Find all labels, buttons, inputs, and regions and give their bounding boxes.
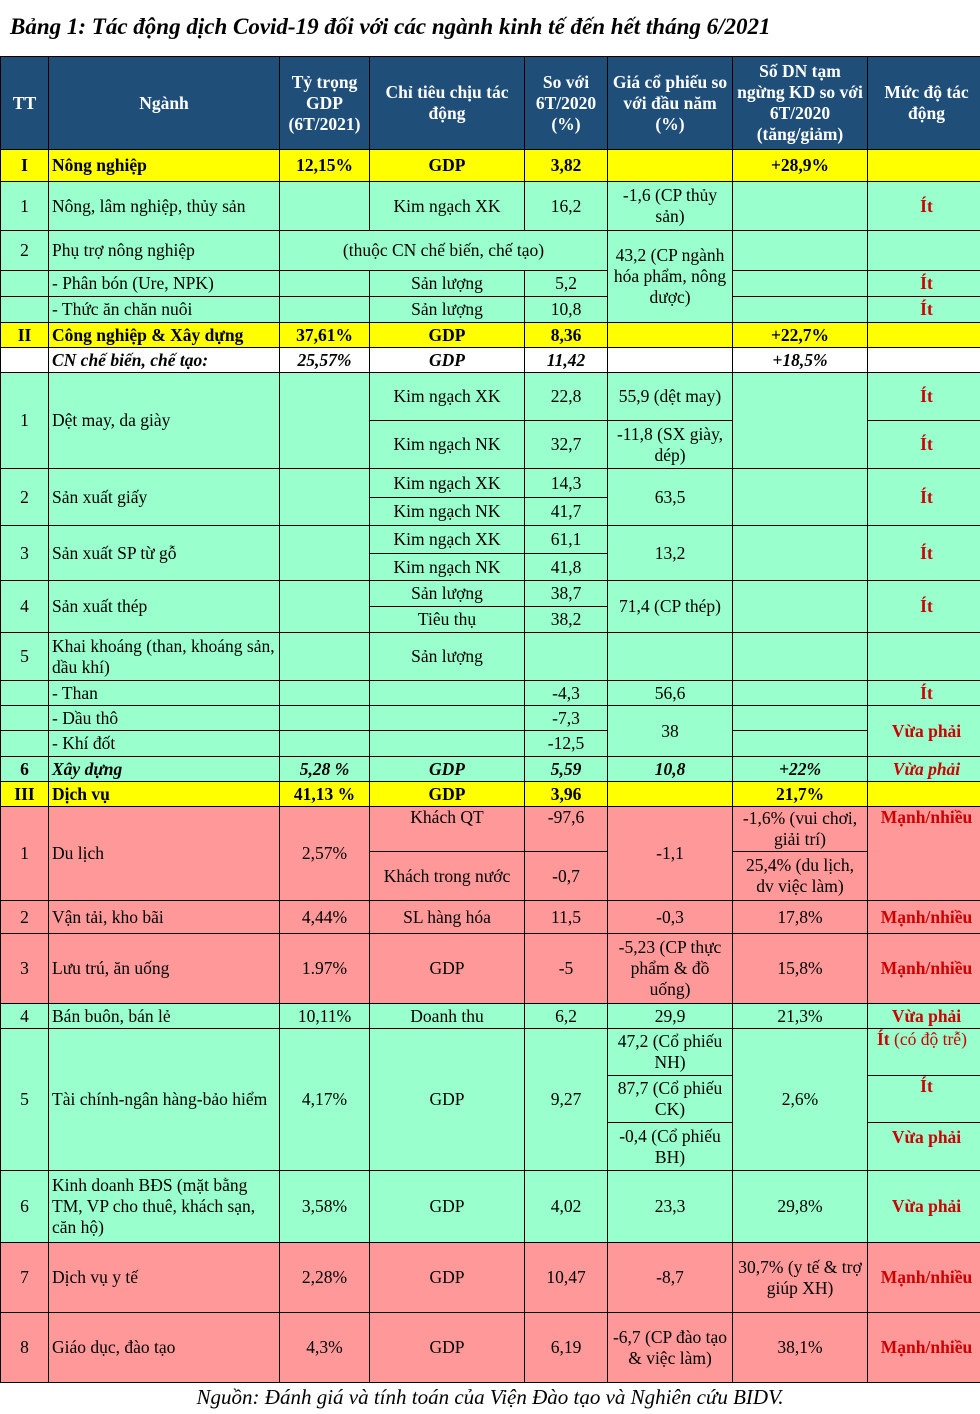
cell-muc-do: Mạnh/nhiều <box>868 1313 980 1383</box>
cell-muc-do: Vừa phải <box>868 706 980 757</box>
cell-gia-cp <box>608 150 733 182</box>
cell-so-voi: 3,96 <box>525 782 608 807</box>
table-row <box>1 526 980 554</box>
cell-so-dn <box>733 633 868 681</box>
cell-so-voi: 5,2 <box>525 271 608 297</box>
cell-so-dn: 25,4% (du lịch, dv việc làm) <box>733 852 868 901</box>
cell-muc-do <box>868 150 980 182</box>
cell-gia-cp: 71,4 (CP thép) <box>608 581 733 633</box>
cell-ty-trong: 5,28 % <box>280 757 370 782</box>
cell-muc-do: Ít <box>868 182 980 231</box>
cell-so-voi: -0,7 <box>525 852 608 901</box>
cell-so-voi: 16,2 <box>525 182 608 231</box>
cell-so-voi: 14,3 <box>525 469 608 498</box>
cell-nganh: Nông nghiệp <box>49 150 280 182</box>
cell-so-dn: 15,8% <box>733 934 868 1004</box>
cell-so-voi: 11,5 <box>525 901 608 934</box>
cell-so-dn <box>733 271 868 297</box>
cell-so-dn: 29,8% <box>733 1171 868 1243</box>
cell-nganh: - Dầu thô <box>49 706 280 731</box>
cell-muc-do: Mạnh/nhiều <box>868 1243 980 1313</box>
cell-ty-trong <box>280 373 370 469</box>
cell-so-voi: 22,8 <box>525 373 608 421</box>
cell-chi-tieu: Sản lượng <box>370 633 525 681</box>
header-ty-trong: Tỷ trọng GDP (6T/2021) <box>280 57 370 150</box>
cell-tt: 4 <box>1 1004 49 1029</box>
cell-tt <box>1 271 49 297</box>
cell-ty-trong: 2,28% <box>280 1243 370 1313</box>
cell-tt: 1 <box>1 182 49 231</box>
cell-tt: 8 <box>1 1313 49 1383</box>
cell-so-voi: -5 <box>525 934 608 1004</box>
cell-so-dn <box>733 182 868 231</box>
header-muc-do: Mức độ tác động <box>868 57 980 150</box>
cell-tt: 2 <box>1 469 49 526</box>
cell-muc-do: Vừa phải <box>868 1171 980 1243</box>
cell-so-dn: +28,9% <box>733 150 868 182</box>
source-note: Nguồn: Đánh giá và tính toán của Viện Đào tạo và Nghiên cứu BIDV. <box>196 1385 784 1409</box>
cell-chi-tieu: Kim ngạch NK <box>370 421 525 469</box>
cell-tt <box>1 731 49 757</box>
cell-chi-tieu: GDP <box>370 1029 525 1171</box>
cell-ty-trong: 3,58% <box>280 1171 370 1243</box>
cell-gia-cp: 23,3 <box>608 1171 733 1243</box>
cell-so-voi: 6,19 <box>525 1313 608 1383</box>
cell-ty-trong: 4,17% <box>280 1029 370 1171</box>
cell-gia-cp: 10,8 <box>608 757 733 782</box>
table-row <box>1 934 980 1004</box>
cell-so-voi: -97,6 <box>525 807 608 852</box>
cell-so-dn <box>733 581 868 633</box>
cell-gia-cp <box>608 323 733 348</box>
table-row <box>1 150 980 182</box>
cell-chi-tieu: Kim ngạch XK <box>370 182 525 231</box>
cell-so-voi: -12,5 <box>525 731 608 757</box>
cell-nganh: Kinh doanh BĐS (mặt bằng TM, VP cho thuê, khách sạn, căn hộ) <box>49 1171 280 1243</box>
cell-tt: 5 <box>1 633 49 681</box>
cell-tt: 6 <box>1 1171 49 1243</box>
cell-gia-cp: -0,4 (Cổ phiếu BH) <box>608 1123 733 1171</box>
cell-so-voi: 10,47 <box>525 1243 608 1313</box>
cell-nganh: Khai khoáng (than, khoáng sản, dầu khí) <box>49 633 280 681</box>
cell-nganh: Công nghiệp & Xây dựng <box>49 323 280 348</box>
cell-nganh: CN chế biến, chế tạo: <box>49 348 280 373</box>
cell-nganh: Sản xuất SP từ gỗ <box>49 526 280 581</box>
cell-so-dn: -1,6% (vui chơi, giải trí) <box>733 807 868 852</box>
cell-so-dn: 38,1% <box>733 1313 868 1383</box>
cell-nganh: Dịch vụ y tế <box>49 1243 280 1313</box>
cell-tt <box>1 348 49 373</box>
header-so-dn: Số DN tạm ngừng KD so với 6T/2020 (tăng/giảm) <box>733 57 868 150</box>
cell-so-voi: -7,3 <box>525 706 608 731</box>
cell-ty-trong: 4,3% <box>280 1313 370 1383</box>
cell-ty-trong: 41,13 % <box>280 782 370 807</box>
header-row <box>1 57 980 150</box>
cell-muc-do: Ít <box>868 373 980 421</box>
cell-so-voi <box>525 633 608 681</box>
cell-ty-trong <box>280 469 370 526</box>
cell-gia-cp <box>608 348 733 373</box>
cell-so-dn <box>733 373 868 469</box>
cell-gia-cp: -11,8 (SX giày, dép) <box>608 421 733 469</box>
cell-tt: 1 <box>1 373 49 469</box>
cell-so-voi: 61,1 <box>525 526 608 554</box>
table-row <box>1 633 980 681</box>
cell-ty-trong <box>280 633 370 681</box>
cell-muc-do: Vừa phải <box>868 1004 980 1029</box>
cell-chi-tieu: GDP <box>370 757 525 782</box>
cell-so-dn <box>733 706 868 731</box>
cell-chi-tieu: GDP <box>370 1313 525 1383</box>
table-row <box>1 348 980 373</box>
cell-tt: 2 <box>1 901 49 934</box>
cell-gia-cp: 38 <box>608 706 733 757</box>
cell-muc-do <box>868 782 980 807</box>
cell-tt: 2 <box>1 231 49 271</box>
cell-tt: II <box>1 323 49 348</box>
header-tt: TT <box>1 57 49 150</box>
cell-chi-tieu: Sản lượng <box>370 297 525 323</box>
cell-muc-do: Vừa phải <box>868 1123 980 1171</box>
cell-gia-cp: 43,2 (CP ngành hóa phẩm, nông dược) <box>608 231 733 323</box>
table-row <box>1 782 980 807</box>
cell-gia-cp: 47,2 (Cổ phiếu NH) <box>608 1029 733 1076</box>
cell-gia-cp: 63,5 <box>608 469 733 526</box>
cell-chi-tieu <box>370 731 525 757</box>
cell-tt: 5 <box>1 1029 49 1171</box>
table-row <box>1 681 980 706</box>
cell-muc-do: Mạnh/nhiều <box>868 934 980 1004</box>
cell-chi-tieu: Sản lượng <box>370 581 525 607</box>
cell-chi-tieu: Khách trong nước <box>370 852 525 901</box>
cell-tt <box>1 706 49 731</box>
cell-gia-cp: 56,6 <box>608 681 733 706</box>
cell-nganh: Dịch vụ <box>49 782 280 807</box>
cell-nganh: - Than <box>49 681 280 706</box>
cell-chi-tieu: GDP <box>370 1171 525 1243</box>
table-row <box>1 1171 980 1243</box>
cell-muc-do: Mạnh/nhiều <box>868 901 980 934</box>
cell-chi-tieu: Kim ngạch NK <box>370 554 525 581</box>
covid-impact-table <box>0 56 980 1383</box>
cell-chi-tieu: Kim ngạch NK <box>370 498 525 526</box>
cell-chi-tieu: Sản lượng <box>370 271 525 297</box>
cell-muc-do: Ít <box>868 581 980 633</box>
muc-do-label: Ít <box>877 1029 890 1049</box>
cell-ty-trong <box>280 581 370 633</box>
cell-muc-do: Ít <box>868 469 980 526</box>
cell-nganh: Sản xuất thép <box>49 581 280 633</box>
cell-muc-do <box>868 231 980 271</box>
cell-tt: 6 <box>1 757 49 782</box>
cell-ty-trong <box>280 706 370 731</box>
cell-so-voi: 38,2 <box>525 607 608 633</box>
cell-ty-trong: 2,57% <box>280 807 370 901</box>
cell-nganh: Giáo dục, đào tạo <box>49 1313 280 1383</box>
cell-gia-cp: 13,2 <box>608 526 733 581</box>
cell-chi-tieu: Kim ngạch XK <box>370 526 525 554</box>
cell-nganh: Du lịch <box>49 807 280 901</box>
cell-ty-trong <box>280 526 370 581</box>
cell-muc-do: Mạnh/nhiều <box>868 807 980 901</box>
table-row <box>1 807 980 852</box>
cell-tt: 4 <box>1 581 49 633</box>
cell-gia-cp: 55,9 (dệt may) <box>608 373 733 421</box>
cell-gia-cp: -1,1 <box>608 807 733 901</box>
table-row <box>1 297 980 323</box>
table-row <box>1 731 980 757</box>
cell-so-voi: 9,27 <box>525 1029 608 1171</box>
cell-nganh: Lưu trú, ăn uống <box>49 934 280 1004</box>
cell-gia-cp: -1,6 (CP thủy sản) <box>608 182 733 231</box>
table-title: Bảng 1: Tác động dịch Covid-19 đối với các ngành kinh tế đến hết tháng 6/2021 <box>10 14 771 39</box>
cell-muc-do: Ít <box>868 297 980 323</box>
cell-chi-tieu: GDP <box>370 1243 525 1313</box>
cell-so-dn: +18,5% <box>733 348 868 373</box>
cell-nganh: Sản xuất giấy <box>49 469 280 526</box>
cell-muc-do <box>868 633 980 681</box>
cell-muc-do <box>868 1029 980 1076</box>
cell-gia-cp <box>608 633 733 681</box>
table-row <box>1 757 980 782</box>
cell-ty-trong <box>280 297 370 323</box>
table-row <box>1 182 980 231</box>
cell-nganh: Tài chính-ngân hàng-bảo hiểm <box>49 1029 280 1171</box>
cell-nganh: Nông, lâm nghiệp, thủy sản <box>49 182 280 231</box>
cell-tt: 1 <box>1 807 49 901</box>
cell-chi-tieu: Kim ngạch XK <box>370 469 525 498</box>
cell-muc-do: Ít <box>868 271 980 297</box>
cell-nganh: Xây dựng <box>49 757 280 782</box>
cell-gia-cp: -8,7 <box>608 1243 733 1313</box>
cell-muc-do: Ít <box>868 681 980 706</box>
cell-so-voi: 32,7 <box>525 421 608 469</box>
cell-nganh: - Khí đốt <box>49 731 280 757</box>
table-row <box>1 373 980 421</box>
cell-tt <box>1 681 49 706</box>
cell-note: (thuộc CN chế biến, chế tạo) <box>280 231 608 271</box>
cell-muc-do <box>868 348 980 373</box>
table-row <box>1 469 980 498</box>
cell-ty-trong <box>280 681 370 706</box>
cell-chi-tieu <box>370 706 525 731</box>
cell-ty-trong <box>280 182 370 231</box>
cell-nganh: - Phân bón (Ure, NPK) <box>49 271 280 297</box>
cell-chi-tieu: SL hàng hóa <box>370 901 525 934</box>
cell-tt: I <box>1 150 49 182</box>
cell-muc-do <box>868 323 980 348</box>
cell-so-dn: 21,3% <box>733 1004 868 1029</box>
cell-chi-tieu: Kim ngạch XK <box>370 373 525 421</box>
cell-tt: 7 <box>1 1243 49 1313</box>
table-row <box>1 581 980 607</box>
cell-muc-do: Ít <box>868 526 980 581</box>
cell-so-dn: +22,7% <box>733 323 868 348</box>
cell-so-dn <box>733 469 868 526</box>
cell-gia-cp <box>608 782 733 807</box>
table-row <box>1 1004 980 1029</box>
cell-so-voi: 38,7 <box>525 581 608 607</box>
cell-muc-do: Ít <box>868 1076 980 1123</box>
cell-ty-trong: 1.97% <box>280 934 370 1004</box>
table-row <box>1 706 980 731</box>
cell-chi-tieu: Doanh thu <box>370 1004 525 1029</box>
cell-so-dn <box>733 231 868 271</box>
muc-do-note: (có độ trễ) <box>889 1029 967 1049</box>
cell-so-dn: 17,8% <box>733 901 868 934</box>
table-row <box>1 323 980 348</box>
cell-so-dn <box>733 297 868 323</box>
cell-so-dn <box>733 526 868 581</box>
cell-nganh: Vận tải, kho bãi <box>49 901 280 934</box>
cell-so-dn: +22% <box>733 757 868 782</box>
cell-muc-do: Vừa phải <box>868 757 980 782</box>
cell-so-dn <box>733 731 868 757</box>
cell-ty-trong: 10,11% <box>280 1004 370 1029</box>
cell-so-voi: 11,42 <box>525 348 608 373</box>
cell-chi-tieu: GDP <box>370 782 525 807</box>
cell-ty-trong: 4,44% <box>280 901 370 934</box>
cell-gia-cp: 87,7 (Cổ phiếu CK) <box>608 1076 733 1123</box>
cell-muc-do: Ít <box>868 421 980 469</box>
cell-chi-tieu: GDP <box>370 150 525 182</box>
cell-tt: III <box>1 782 49 807</box>
table-row <box>1 1313 980 1383</box>
header-so-voi: So với 6T/2020 (%) <box>525 57 608 150</box>
header-chi-tieu: Chỉ tiêu chịu tác động <box>370 57 525 150</box>
cell-so-dn: 2,6% <box>733 1029 868 1171</box>
table-row <box>1 1029 980 1076</box>
header-gia-cp: Giá cổ phiếu so với đầu năm (%) <box>608 57 733 150</box>
cell-so-voi: 3,82 <box>525 150 608 182</box>
cell-chi-tieu: Khách QT <box>370 807 525 852</box>
cell-so-voi: -4,3 <box>525 681 608 706</box>
cell-so-voi: 10,8 <box>525 297 608 323</box>
cell-chi-tieu: Tiêu thụ <box>370 607 525 633</box>
cell-gia-cp: -5,23 (CP thực phẩm & đồ uống) <box>608 934 733 1004</box>
table-row <box>1 1243 980 1313</box>
cell-nganh: Phụ trợ nông nghiệp <box>49 231 280 271</box>
cell-tt: 3 <box>1 526 49 581</box>
cell-so-dn <box>733 681 868 706</box>
cell-ty-trong <box>280 731 370 757</box>
cell-gia-cp: 29,9 <box>608 1004 733 1029</box>
table-row <box>1 271 980 297</box>
cell-so-voi: 41,8 <box>525 554 608 581</box>
cell-nganh: - Thức ăn chăn nuôi <box>49 297 280 323</box>
cell-chi-tieu: GDP <box>370 323 525 348</box>
cell-tt <box>1 297 49 323</box>
cell-so-dn: 21,7% <box>733 782 868 807</box>
cell-chi-tieu <box>370 681 525 706</box>
cell-so-dn: 30,7% (y tế & trợ giúp XH) <box>733 1243 868 1313</box>
header-nganh: Ngành <box>49 57 280 150</box>
cell-ty-trong: 12,15% <box>280 150 370 182</box>
cell-chi-tieu: GDP <box>370 348 525 373</box>
cell-ty-trong <box>280 271 370 297</box>
table-row <box>1 901 980 934</box>
cell-ty-trong: 25,57% <box>280 348 370 373</box>
cell-chi-tieu: GDP <box>370 934 525 1004</box>
cell-so-voi: 5,59 <box>525 757 608 782</box>
cell-nganh: Dệt may, da giày <box>49 373 280 469</box>
cell-so-voi: 4,02 <box>525 1171 608 1243</box>
cell-gia-cp: -6,7 (CP đào tạo & việc làm) <box>608 1313 733 1383</box>
cell-nganh: Bán buôn, bán lẻ <box>49 1004 280 1029</box>
cell-ty-trong: 37,61% <box>280 323 370 348</box>
cell-tt: 3 <box>1 934 49 1004</box>
table-row <box>1 231 980 271</box>
cell-so-voi: 6,2 <box>525 1004 608 1029</box>
cell-gia-cp: -0,3 <box>608 901 733 934</box>
cell-so-voi: 8,36 <box>525 323 608 348</box>
cell-so-voi: 41,7 <box>525 498 608 526</box>
